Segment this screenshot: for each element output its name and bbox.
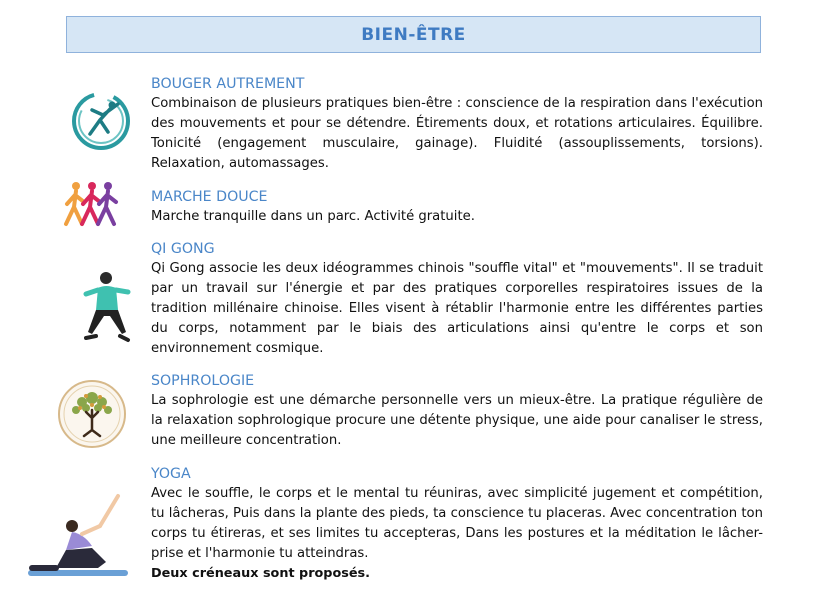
section-body: Qi Gong associe les deux idéogrammes chinois "souffle vital" et "mouvements". Il se traduit par un travail sur l'énergie et par des pratiques corporelles respiratoires issues de la tradition millénaire chinoise. Elles visent à rétablir l'harmonie entre les différentes parties du corps, notamment par le biais des articulations ainsi qu'entre le corps et son environnement cosmique. xyxy=(151,261,763,356)
section-header xyxy=(66,16,761,53)
section-body: Marche tranquille dans un parc. Activité gratuite. xyxy=(151,209,475,224)
section-note: Deux créneaux sont proposés. xyxy=(151,566,371,581)
page-title: BIEN-ÊTRE xyxy=(361,24,466,45)
section-yoga xyxy=(151,464,763,584)
section-bouger-autrement xyxy=(151,74,763,174)
section-qi-gong xyxy=(151,239,763,359)
section-title: MARCHE DOUCE xyxy=(151,189,268,205)
qi-gong-figure-icon xyxy=(82,270,132,348)
section-marche-douce xyxy=(151,187,763,227)
section-title: YOGA xyxy=(151,466,191,482)
section-body: Combinaison de plusieurs pratiques bien-être : conscience de la respiration dans l'exécution des mouvements et pour se détendre. Étirements doux, et rotations articulaires. Équilibre. Tonicité (engagement musculaire, gainage). Fluidité (assouplissements, torsions). Relaxation, automassages. xyxy=(151,96,763,171)
tree-of-life-icon xyxy=(56,378,128,450)
section-body: La sophrologie est une démarche personnelle vers un mieux-être. La pratique régulière de la relaxation sophrologique procure une détente physique, une aide pour canaliser le stress, une meilleure concentration. xyxy=(151,393,763,448)
walking-people-icon xyxy=(62,180,128,232)
section-title: SOPHROLOGIE xyxy=(151,373,255,389)
section-sophrologie xyxy=(151,371,763,451)
section-body: Avec le souffle, le corps et le mental tu réuniras, avec simplicité jugement et compétition, tu lâcheras, Puis dans la plante des pieds, ta conscience tu placeras. Avec concentration ton corps tu étireras, et ses limites tu accepteras, Dans les postures et la méditation le lâcher-prise et l'harmonie tu atteindras. xyxy=(151,486,763,561)
section-title: QI GONG xyxy=(151,241,215,257)
section-title: BOUGER AUTREMENT xyxy=(151,76,305,92)
yoga-pose-icon xyxy=(26,490,130,580)
stretching-figure-icon xyxy=(70,90,132,152)
